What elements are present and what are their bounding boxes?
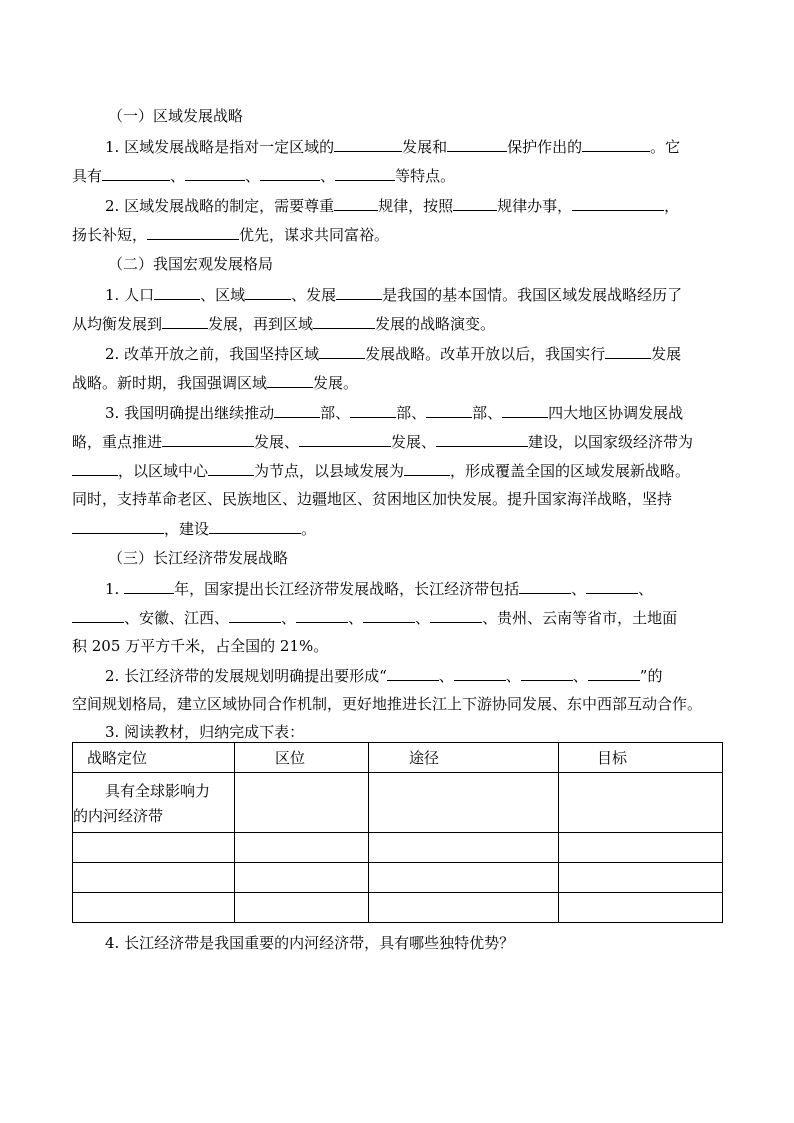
table-cell[interactable] — [73, 863, 235, 893]
table-header-row — [73, 743, 723, 773]
table-cell[interactable] — [559, 893, 723, 923]
s3-q1-line2: 、安徽、江西、 、 、 、 、贵州、云南等省市，土地面 — [72, 607, 732, 628]
table-cell[interactable] — [369, 863, 559, 893]
summary-table — [72, 742, 723, 923]
s1-q2-line2: 扬长补短， 优先，谋求共同富裕。 — [72, 226, 390, 244]
table-cell[interactable] — [235, 893, 369, 923]
table-row — [73, 833, 723, 863]
table-cell[interactable] — [73, 893, 235, 923]
table-cell[interactable] — [369, 893, 559, 923]
s2-q3-line5: ，建设 。 — [72, 518, 732, 539]
s2-q3-line4: 同时，支持革命老区、民族地区、边疆地区、贫困地区加快发展。提升国家海洋战略，坚持 — [72, 490, 673, 508]
table-cell[interactable] — [559, 833, 723, 863]
table-row — [73, 893, 723, 923]
table-row — [73, 773, 723, 833]
s2-q3-line2: 略，重点推进 发展、 发展、 建设，以国家级经济带为 — [72, 433, 694, 451]
s1-q1-line2: 具有 、 、 、 等特点。 — [72, 167, 456, 185]
s3-q4-text: 4. 长江经济带是我国重要的内河经济带，具有哪些独特优势？ — [105, 934, 515, 952]
s2-q2-line1: 2. 改革开放之前，我国坚持区域 发展战略。改革开放以后，我国实行 发展 — [105, 345, 682, 363]
s2-q3-line1: 3. 我国明确提出继续推动 部、 部、 部、 四大地区协调发展战 — [105, 404, 684, 422]
table-header: 区位 — [235, 743, 369, 773]
table-cell[interactable] — [559, 863, 723, 893]
row1-label-line2: 的内河经济带 — [73, 807, 164, 825]
s1-q2-line1: 2. 区域发展战略的制定，需要尊重 规律，按照 规律办事， ， — [105, 197, 680, 215]
table-cell[interactable] — [369, 833, 559, 863]
s3-q3-text: 3. 阅读教材，归纳完成下表： — [105, 723, 305, 741]
row1-label-line1: 具有全球影响力 — [105, 782, 211, 800]
s3-q1-line1: 1. 年，国家提出长江经济带发展战略，长江经济带包括 、 、 — [105, 580, 654, 598]
table-header: 途径 — [369, 743, 559, 773]
table-cell[interactable] — [235, 773, 369, 833]
s2-q3-line3: ，以区域中心 为节点，以县域发展为 ，形成覆盖全国的区域发展新战略。 — [72, 460, 732, 481]
table-header: 战略定位 — [73, 743, 235, 773]
s2-q2-line2: 战略。新时期，我国强调区域 发展。 — [72, 374, 359, 392]
table-header: 目标 — [559, 743, 723, 773]
s1-q1-line1: 1. 区域发展战略是指对一定区域的 发展和 保护作出的 。它 — [105, 138, 681, 156]
section-1-heading: （一）区域发展战略 — [108, 107, 244, 125]
table-cell — [73, 773, 235, 833]
table-cell[interactable] — [73, 833, 235, 863]
s3-q2-line2: 空间规划格局，建立区域协同合作机制，更好地推进长江上下游协同发展、东中西部互动合作。 — [72, 695, 703, 713]
s2-q1-line2: 从均衡发展到 发展，再到区域 发展的战略演变。 — [72, 315, 496, 333]
section-3-heading: （三）长江经济带发展战略 — [108, 549, 289, 567]
table-row — [73, 863, 723, 893]
table-cell[interactable] — [559, 773, 723, 833]
table-cell[interactable] — [369, 773, 559, 833]
table-cell[interactable] — [235, 833, 369, 863]
s2-q1-line1: 1. 人口 、区域 、发展 是我国的基本国情。我国区域发展战略经历了 — [105, 286, 683, 304]
section-2-heading: （二）我国宏观发展格局 — [108, 255, 274, 273]
s3-q2-line1: 2. 长江经济带的发展规划明确提出要形成“ 、 、 、 ”的 — [105, 667, 663, 685]
s3-q1-line3: 积 205 万平方千米，占全国的 21%。 — [72, 637, 329, 655]
table-cell[interactable] — [235, 863, 369, 893]
